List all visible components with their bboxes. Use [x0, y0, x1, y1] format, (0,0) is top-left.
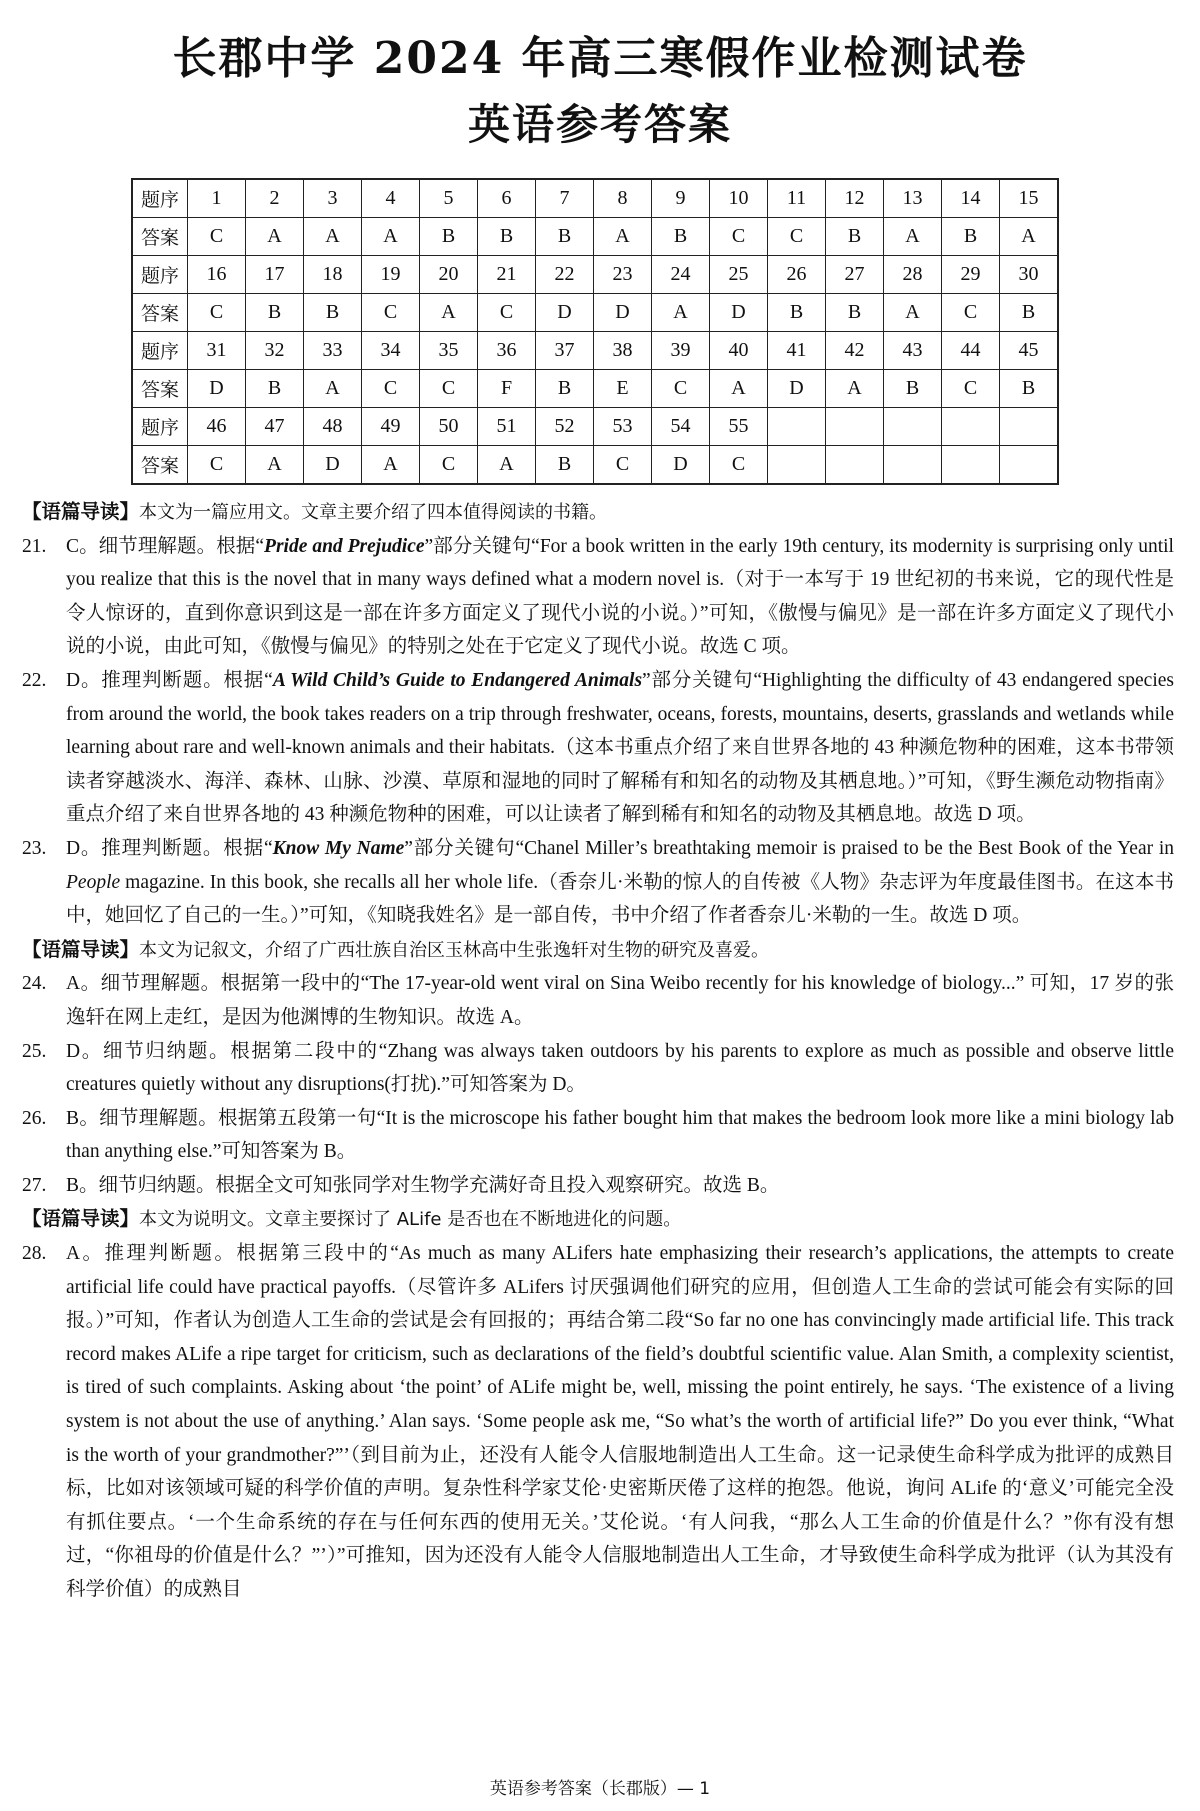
question-number-cell: 27	[826, 256, 884, 294]
answer-cell: A	[420, 294, 478, 332]
question-number-cell: 41	[768, 332, 826, 370]
answer-cell: C	[478, 294, 536, 332]
question-number-cell: 50	[420, 408, 478, 446]
answer-row	[132, 370, 1058, 408]
answer-row	[132, 218, 1058, 256]
passage-guide: 【语篇导读】本文为记叙文，介绍了广西壮族自治区玉林高中生张逸轩对生物的研究及喜爱。	[22, 937, 770, 961]
question-number-cell: 26	[768, 256, 826, 294]
answer-cell: C	[652, 370, 710, 408]
answer-cell: A	[246, 218, 304, 256]
answer-cell: B	[536, 218, 594, 256]
answer-cell	[826, 446, 884, 485]
question-number-cell: 51	[478, 408, 536, 446]
answer-cell: E	[594, 370, 652, 408]
answer-cell: A	[362, 446, 420, 485]
question-number-cell: 35	[420, 332, 478, 370]
answer-cell: D	[652, 446, 710, 485]
question-number-cell: 39	[652, 332, 710, 370]
answer-cell: A	[478, 446, 536, 485]
page-footer: 英语参考答案（长郡版）— 1	[489, 1779, 711, 1799]
answer-cell: B	[246, 294, 304, 332]
row-label-question: 题序	[132, 179, 188, 218]
answer-cell: A	[884, 218, 942, 256]
question-number-row	[132, 179, 1058, 218]
answer-cell: D	[768, 370, 826, 408]
question-number-cell: 36	[478, 332, 536, 370]
question-number-cell: 25	[710, 256, 768, 294]
answer-cell: A	[362, 218, 420, 256]
answer-table	[131, 178, 1059, 485]
question-number-cell: 53	[594, 408, 652, 446]
answer-cell: B	[884, 370, 942, 408]
answer-cell: C	[942, 294, 1000, 332]
question-number-cell: 1	[188, 179, 246, 218]
answer-cell: A	[1000, 218, 1059, 256]
question-number-cell: 11	[768, 179, 826, 218]
question-number-cell: 4	[362, 179, 420, 218]
answer-cell: A	[594, 218, 652, 256]
question-number-cell: 29	[942, 256, 1000, 294]
answer-cell: C	[188, 446, 246, 485]
explanation-item: 28. A。推理判断题。根据第三段中的“As much as many ALifers hate emphasizing their research’s applications, the attempts to create artificial life could have practical payoffs.（尽管许多 ALifers 讨厌强调他们研究的应用，但创造人工生命的尝试可能会有实际的回报。）”可知，作者认为创造人工生命的尝试是会有回报的；再结合第二段“So far no one has convincingly made artificial life. This track record makes ALife a ripe target for criticism, such as declarations of the field’s doubtful scientific value. Alan Smith, a complexity scientist, is tired of such complaints. Asking about ‘the point’ of ALife might be, well, missing the point entirely, he says. ‘The existence of a living system is not about the use of anything.’ Alan says. ‘Some people ask me, “So what’s the worth of artificial life?” Do you ever think, “What is the worth of your grandmother?”’（到目前为止，还没有人能令人信服地制造出人工生命。这一记录使生命科学成为批评的成熟目标，比如对该领域可疑的科学价值的声明。复杂性科学家艾伦·史密斯厌倦了这样的抱怨。他说，询问 ALife 的‘意义’可能完全没有抓住要点。‘一个生命系统的存在与任何东西的使用无关。’艾伦说。‘有人问我，“那么人工生命的价值是什么？”你有没有想过，“你祖母的价值是什么？”’）”可推知，因为还没有人能令人信服地制造出人工生命，才导致使生命科学成为批评（认为其没有科学价值）的成熟目	[22, 1243, 1174, 1600]
question-number-cell: 31	[188, 332, 246, 370]
question-number-cell: 30	[1000, 256, 1059, 294]
question-number-cell: 21	[478, 256, 536, 294]
answer-cell: C	[188, 218, 246, 256]
row-label-question: 题序	[132, 256, 188, 294]
answer-row	[132, 446, 1058, 485]
question-number-cell: 15	[1000, 179, 1059, 218]
answer-cell: A	[826, 370, 884, 408]
question-number-cell: 12	[826, 179, 884, 218]
row-label-answer: 答案	[132, 446, 188, 485]
answer-cell: B	[304, 294, 362, 332]
question-number-cell: 8	[594, 179, 652, 218]
answer-cell: A	[304, 218, 362, 256]
question-number-cell: 55	[710, 408, 768, 446]
answer-cell	[884, 446, 942, 485]
question-number-cell: 28	[884, 256, 942, 294]
answer-cell: C	[362, 370, 420, 408]
question-number-cell: 48	[304, 408, 362, 446]
question-number-cell: 40	[710, 332, 768, 370]
question-number-cell: 33	[304, 332, 362, 370]
row-label-answer: 答案	[132, 370, 188, 408]
question-number-cell: 5	[420, 179, 478, 218]
question-number-cell: 19	[362, 256, 420, 294]
question-number-cell: 7	[536, 179, 594, 218]
answer-cell: C	[594, 446, 652, 485]
question-number-cell: 54	[652, 408, 710, 446]
page-title: 长郡中学 2024 年高三寒假作业检测试卷	[172, 33, 1028, 84]
answer-cell: B	[652, 218, 710, 256]
question-number-cell: 24	[652, 256, 710, 294]
question-number-cell: 17	[246, 256, 304, 294]
answer-cell: B	[768, 294, 826, 332]
answer-cell	[768, 446, 826, 485]
question-number-cell: 49	[362, 408, 420, 446]
question-number-cell	[942, 408, 1000, 446]
question-number-cell: 52	[536, 408, 594, 446]
answer-cell: C	[942, 370, 1000, 408]
answer-cell: C	[710, 218, 768, 256]
explanation-item: 22. D。推理判断题。根据“A Wild Child’s Guide to Endangered Animals”部分关键句“Highlighting the difficulty of 43 endangered species from around the world, the book takes readers on a trip through freshwater, oceans, forests, mountains, deserts, grasslands and wetlands while learning about rare and well-known animals and their habitats.（这本书重点介绍了来自世界各地的 43 种濒危物种的困难，这本书带领读者穿越淡水、海洋、森林、山脉、沙漠、草原和湿地的同时了解稀有和知名的动物及其栖息地。）”可知，《野生濒危动物指南》重点介绍了来自世界各地的 43 种濒危物种的困难，可以让读者了解到稀有和知名的动物及其栖息地。故选 D 项。	[22, 669, 1174, 826]
answer-cell: D	[304, 446, 362, 485]
question-number-cell: 37	[536, 332, 594, 370]
answer-cell: B	[1000, 294, 1059, 332]
question-number-cell: 6	[478, 179, 536, 218]
question-number-row	[132, 256, 1058, 294]
explanation-item: 21. C。细节理解题。根据“Pride and Prejudice”部分关键句“For a book written in the early 19th century, its modernity is surprising only until you realize that this is the novel that in many ways defined what a modern novel is.（对于一本写于 19 世纪初的书来说，它的现代性是令人惊讶的，直到你意识到这是一部在许多方面定义了现代小说的小说。）”可知，《傲慢与偏见》是一部在许多方面定义了现代小说的小说，由此可知，《傲慢与偏见》的特别之处在于它定义了现代小说。故选 C 项。	[22, 535, 1174, 658]
passage-guide: 【语篇导读】本文为说明文。文章主要探讨了 ALife 是否也在不断地进化的问题。	[22, 1207, 682, 1231]
answer-cell: D	[710, 294, 768, 332]
question-number-cell	[826, 408, 884, 446]
answer-cell: B	[536, 370, 594, 408]
answer-cell: F	[478, 370, 536, 408]
answer-cell: C	[768, 218, 826, 256]
answer-row	[132, 294, 1058, 332]
explanations	[22, 495, 1174, 1607]
answer-cell: B	[478, 218, 536, 256]
answer-cell: A	[246, 446, 304, 485]
question-number-cell: 18	[304, 256, 362, 294]
explanation-item: 23. D。推理判断题。根据“Know My Name”部分关键句“Chanel Miller’s breathtaking memoir is praised to be the Best Book of the Year in People magazine. In this book, she recalls all her whole life.（香奈儿·米勒的惊人的自传被《人物》杂志评为年度最佳图书。在这本书中，她回忆了自己的一生。）”可知，《知晓我姓名》是一部自传，书中介绍了作者香奈儿·米勒的一生。故选 D 项。	[22, 837, 1174, 927]
answer-cell: B	[942, 218, 1000, 256]
question-number-cell: 14	[942, 179, 1000, 218]
answer-cell: D	[536, 294, 594, 332]
answer-cell: C	[362, 294, 420, 332]
question-number-cell: 47	[246, 408, 304, 446]
explanation-item: 25. D。细节归纳题。根据第二段中的“Zhang was always taken outdoors by his parents to explore as much as possible and observe little creatures quietly without any disruptions(打扰).”可知答案为 D。	[22, 1040, 1174, 1096]
question-number-cell: 22	[536, 256, 594, 294]
question-number-cell	[1000, 408, 1059, 446]
answer-cell	[942, 446, 1000, 485]
answer-cell: B	[826, 218, 884, 256]
answer-cell: C	[420, 446, 478, 485]
explanation-item: 24. A。细节理解题。根据第一段中的“The 17-year-old went viral on Sina Weibo recently for his knowledge of biology...” 可知，17 岁的张逸轩在网上走红，是因为他渊博的生物知识。故选 A。	[22, 973, 1174, 1028]
question-number-cell: 34	[362, 332, 420, 370]
row-label-answer: 答案	[132, 294, 188, 332]
answer-cell: A	[710, 370, 768, 408]
question-number-cell: 10	[710, 179, 768, 218]
question-number-row	[132, 332, 1058, 370]
answer-cell: B	[420, 218, 478, 256]
explanation-item: 27. B。细节归纳题。根据全文可知张同学对生物学充满好奇且投入观察研究。故选 B。	[22, 1174, 780, 1196]
question-number-cell: 20	[420, 256, 478, 294]
answer-cell: A	[304, 370, 362, 408]
question-number-cell: 9	[652, 179, 710, 218]
passage-guide: 【语篇导读】本文为一篇应用文。文章主要介绍了四本值得阅读的书籍。	[22, 500, 608, 523]
question-number-cell: 46	[188, 408, 246, 446]
answer-cell: C	[710, 446, 768, 485]
answer-cell: B	[1000, 370, 1059, 408]
answer-cell: D	[594, 294, 652, 332]
answer-cell: A	[652, 294, 710, 332]
page-subtitle: 英语参考答案	[467, 100, 732, 149]
question-number-cell: 2	[246, 179, 304, 218]
question-number-row	[132, 408, 1058, 446]
question-number-cell	[768, 408, 826, 446]
answer-cell: C	[188, 294, 246, 332]
answer-cell	[1000, 446, 1059, 485]
question-number-cell	[884, 408, 942, 446]
question-number-cell: 16	[188, 256, 246, 294]
question-number-cell: 43	[884, 332, 942, 370]
answer-cell: C	[420, 370, 478, 408]
row-label-question: 题序	[132, 408, 188, 446]
answer-cell: B	[246, 370, 304, 408]
question-number-cell: 38	[594, 332, 652, 370]
answer-cell: A	[884, 294, 942, 332]
question-number-cell: 42	[826, 332, 884, 370]
answer-cell: D	[188, 370, 246, 408]
row-label-answer: 答案	[132, 218, 188, 256]
explanation-item: 26. B。细节理解题。根据第五段第一句“It is the microscope his father bought him that makes the bedroom look more like a mini biology lab than anything else.”可知答案为 B。	[22, 1107, 1174, 1163]
question-number-cell: 23	[594, 256, 652, 294]
answer-cell: B	[536, 446, 594, 485]
question-number-cell: 32	[246, 332, 304, 370]
answer-cell: B	[826, 294, 884, 332]
question-number-cell: 44	[942, 332, 1000, 370]
question-number-cell: 45	[1000, 332, 1059, 370]
question-number-cell: 13	[884, 179, 942, 218]
row-label-question: 题序	[132, 332, 188, 370]
question-number-cell: 3	[304, 179, 362, 218]
